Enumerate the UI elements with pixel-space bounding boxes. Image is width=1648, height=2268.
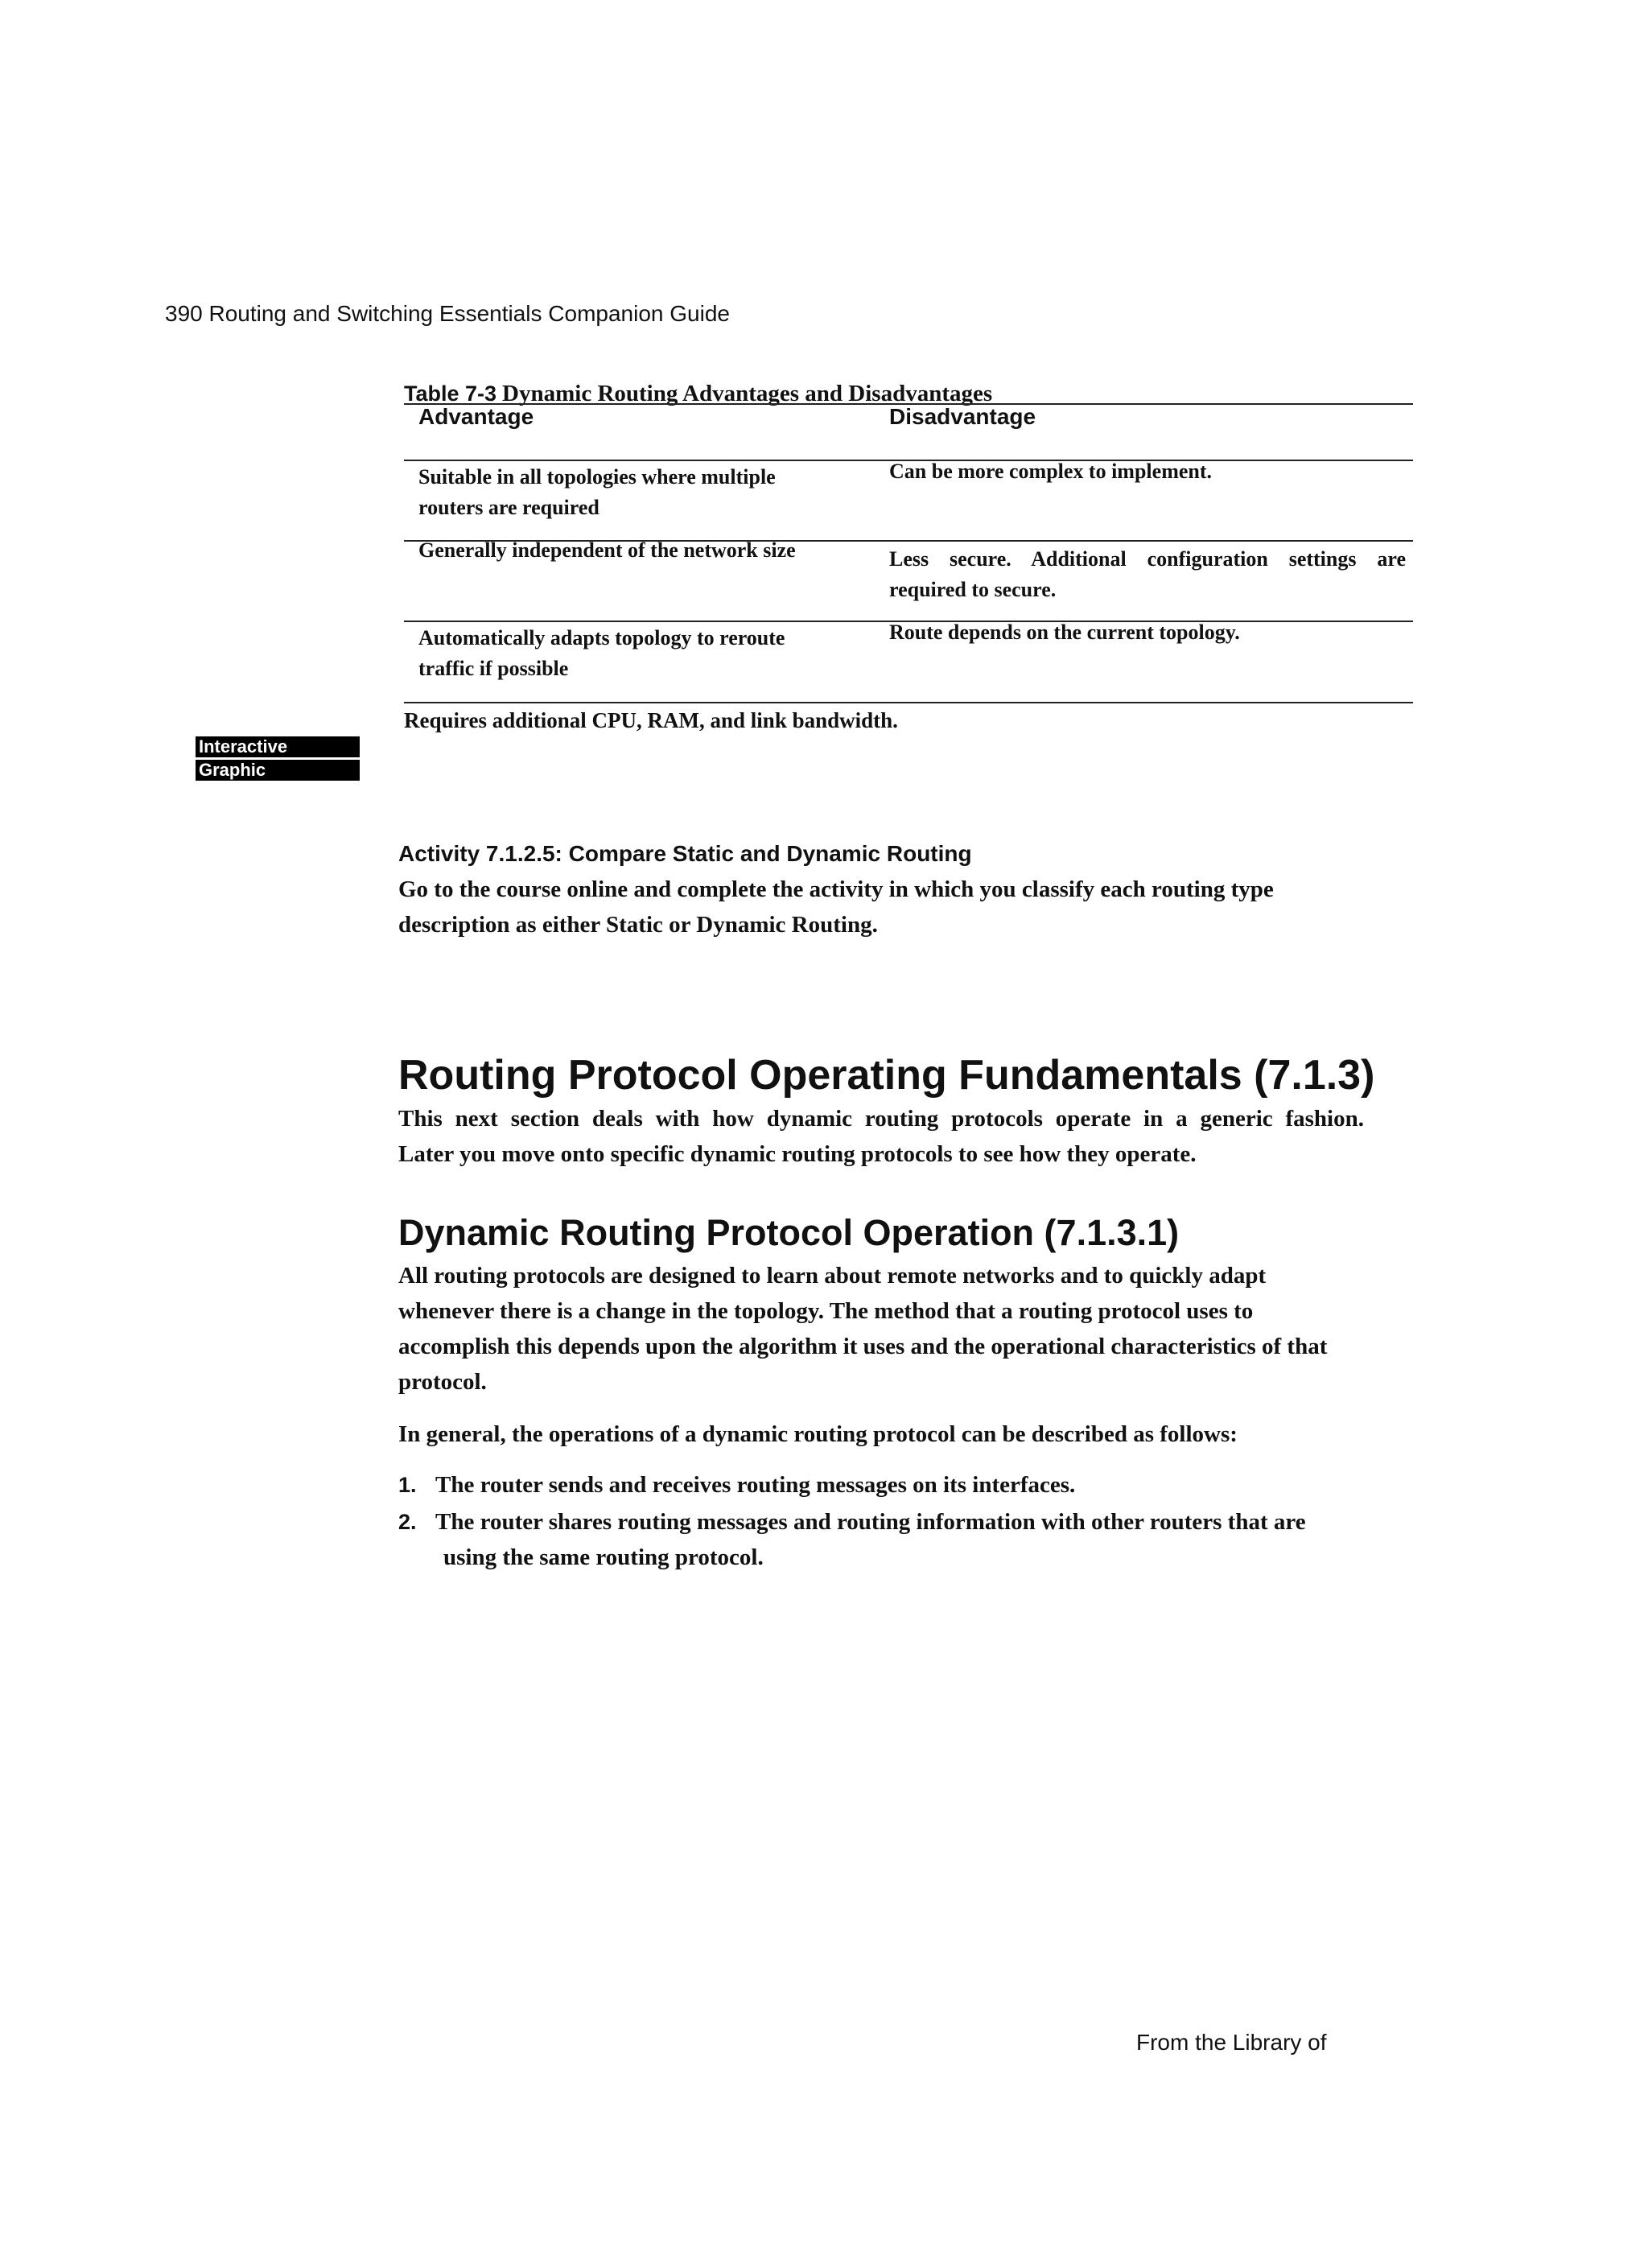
paragraph-line: protocol. [398,1369,487,1395]
activity-body [398,872,1376,942]
table-row-1-disadvantage [889,456,1406,487]
table-caption-number: Table 7-3 [404,381,497,406]
table-row-2-advantage-line1: Generally independent of the network size [418,538,796,562]
activity-body-line1: Go to the course online and complete the activity in which you classify each routing type [398,876,1274,902]
section-intro-line2: Later you move onto specific dynamic routing protocols to see how they operate. [398,1141,1197,1167]
table-row-2-disadvantage-line2: required to secure. [889,578,1057,601]
paragraph-line: accomplish this depends upon the algorithm it uses and the operational characteristics of that [398,1334,1328,1359]
list-item [398,1467,1376,1503]
paragraph-line: All routing protocols are designed to learn about remote networks and to quickly adapt [398,1263,1267,1289]
list-item-text-continuation: using the same routing protocol. [443,1544,764,1570]
table-row-1-disadvantage-line1: Can be more complex to implement. [889,460,1213,483]
section-intro-line1: This next section deals with how dynamic routing protocols operate in a generic fashion. [398,1106,1364,1132]
list-item-number: 1. [398,1473,417,1497]
list-item-number: 2. [398,1510,417,1534]
activity-title: Activity 7.1.2.5: Compare Static and Dynamic Routing [398,841,972,866]
column-header-advantage: Advantage [418,404,534,429]
section-heading: Routing Protocol Operating Fundamentals (7.1.3) [398,1052,1375,1099]
subsection-paragraph-2: In general, the operations of a dynamic routing protocol can be described as follows: [398,1421,1238,1447]
running-header: 390 Routing and Switching Essentials Companion Guide [165,301,730,326]
table-row-1-advantage-line2: routers are required [418,496,599,519]
table-row-2-disadvantage-line1: Less secure. Additional configuration settings are [889,547,1406,571]
table-row-3-disadvantage-line1: Route depends on the current topology. [889,621,1240,644]
table-row-1-advantage-line1: Suitable in all topologies where multiple [418,465,776,489]
list-item [398,1504,1376,1575]
table-caption-title: Dynamic Routing Advantages and Disadvantages [502,381,993,406]
subsection-paragraph-1 [398,1258,1376,1400]
table-row-3-disadvantage [889,617,1406,648]
table-bottom-rule [404,702,1413,703]
paragraph-line: whenever there is a change in the topology. The method that a routing protocol uses to [398,1298,1254,1324]
section-intro [398,1101,1364,1172]
activity-body-line2: description as either Static or Dynamic Routing. [398,912,878,938]
footer-text: From the Library of [1136,2030,1327,2055]
list-item-text: The router sends and receives routing messages on its interfaces. [435,1472,1076,1498]
subsection-heading: Dynamic Routing Protocol Operation (7.1.3.1) [398,1212,1180,1253]
table-row-1-advantage [418,462,776,523]
table-row-3-advantage-line1: Automatically adapts topology to reroute [418,626,785,649]
list-item-text: The router shares routing messages and routing information with other routers that are [435,1509,1306,1535]
table-row-2-disadvantage [889,544,1406,605]
interactive-badge-line1: Interactive [196,736,360,757]
column-header-disadvantage: Disadvantage [889,404,1036,429]
table-row-3-advantage-line2: traffic if possible [418,657,569,680]
table-row-2-advantage [418,535,796,566]
interactive-badge-line2: Graphic [196,760,360,781]
operations-list [398,1467,1376,1577]
table-trailing-note: Requires additional CPU, RAM, and link bandwidth. [404,708,898,732]
table-row-3-advantage [418,623,785,684]
